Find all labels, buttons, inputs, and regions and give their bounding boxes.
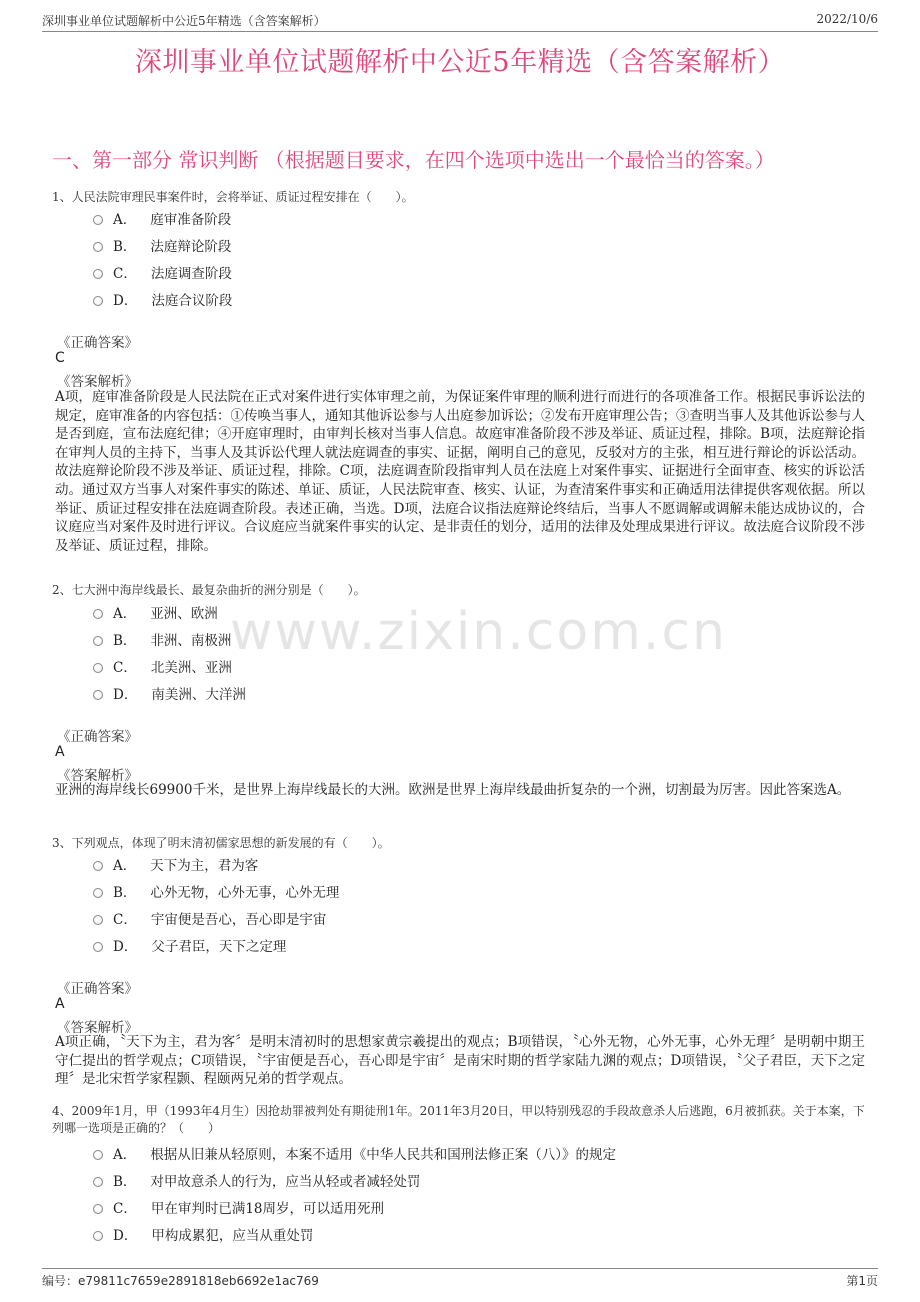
question-2-option-c[interactable] xyxy=(93,656,232,676)
question-2-option-d[interactable] xyxy=(93,683,246,703)
document-id: 编号：e79811c7659e2891818eb6692e1ac769 xyxy=(42,1274,319,1288)
option-letter: B． xyxy=(113,1174,137,1190)
option-text: 北美洲、亚洲 xyxy=(150,660,232,676)
footer-divider xyxy=(42,1268,878,1269)
option-text: 庭审准备阶段 xyxy=(150,212,232,228)
radio-icon[interactable] xyxy=(93,1177,103,1187)
option-text: 南美洲、大洋洲 xyxy=(151,687,246,703)
question-2-stem: 2、七大洲中海岸线最长、最复杂曲折的洲分别是（ ）。 xyxy=(52,583,366,597)
analysis-label: 《答案解析》 xyxy=(57,374,138,390)
option-letter: B． xyxy=(113,885,137,901)
option-text: 心外无物，心外无事，心外无理 xyxy=(150,885,340,901)
page-number: 第1页 xyxy=(846,1274,878,1288)
question-3-stem: 3、下列观点，体现了明末清初儒家思想的新发展的有（ ）。 xyxy=(52,836,390,850)
question-1-option-b[interactable] xyxy=(93,235,231,255)
option-letter: A． xyxy=(113,606,137,622)
watermark: www.zixin.com.cn xyxy=(230,602,727,662)
question-2-option-b[interactable] xyxy=(93,629,231,649)
question-3-answer: A xyxy=(55,996,65,1012)
radio-icon[interactable] xyxy=(93,1231,103,1241)
analysis-label: 《答案解析》 xyxy=(57,768,138,784)
radio-icon[interactable] xyxy=(93,609,103,619)
option-text: 亚洲、欧洲 xyxy=(150,606,218,622)
question-4-option-b[interactable] xyxy=(93,1170,420,1190)
question-3-analysis: A项正确，〝天下为主，君为客〞是明末清初时的思想家黄宗羲提出的观点；B项错误，〝心外无物，心外无事，心外无理〞是明朝中期王守仁提出的哲学观点；C项错误，〝宇宙便是吾心，吾心即是宇宙〞是南宋时期的哲学家陆九渊的观点；D项错误，〝父子君臣，天下之定理〞是北宋哲学家程颢、程颐两兄弟的哲学观点。 xyxy=(55,1034,865,1088)
option-letter: B． xyxy=(113,239,137,255)
option-letter: A． xyxy=(113,858,137,874)
radio-icon[interactable] xyxy=(93,296,103,306)
header-divider xyxy=(42,31,878,32)
question-2-option-a[interactable] xyxy=(93,602,218,622)
option-letter: A． xyxy=(113,212,137,228)
option-letter: C． xyxy=(113,660,137,676)
option-letter: B． xyxy=(113,633,137,649)
option-text: 法庭辩论阶段 xyxy=(150,239,232,255)
option-text: 根据从旧兼从轻原则，本案不适用《中华人民共和国刑法修正案（八）》的规定 xyxy=(150,1147,616,1163)
option-text: 甲在审判时已满18周岁，可以适用死刑 xyxy=(150,1201,385,1217)
radio-icon[interactable] xyxy=(93,1204,103,1214)
option-letter: D． xyxy=(113,293,138,309)
question-1-answer: C xyxy=(55,350,65,366)
option-letter: D． xyxy=(113,687,138,703)
question-1-option-c[interactable] xyxy=(93,262,232,282)
option-letter: C． xyxy=(113,1201,137,1217)
radio-icon[interactable] xyxy=(93,690,103,700)
question-1-option-a[interactable] xyxy=(93,208,231,228)
page-footer xyxy=(42,1272,878,1289)
question-3-option-a[interactable] xyxy=(93,854,258,874)
radio-icon[interactable] xyxy=(93,242,103,252)
radio-icon[interactable] xyxy=(93,915,103,925)
question-1-option-d[interactable] xyxy=(93,289,232,309)
option-text: 父子君臣，天下之定理 xyxy=(151,939,287,955)
question-3-option-b[interactable] xyxy=(93,881,339,901)
option-letter: C． xyxy=(113,912,137,928)
question-4-option-d[interactable] xyxy=(93,1224,313,1244)
question-1-analysis: A项，庭审准备阶段是人民法院在正式对案件进行实体审理之前，为保证案件审理的顺利进行而进行的各项准备工作。根据民事诉讼法的规定，庭审准备的内容包括：①传唤当事人，通知其他诉讼参与人出庭参加诉讼；②发布开庭审理公告；③查明当事人及其他诉讼参与人是否到庭，宣布法庭纪律；④开庭审理时，由审判长核对当事人信息。故庭审准备阶段不涉及举证、质证过程，排除。B项，法庭辩论指在审判人员的主持下，当事人及其诉讼代理人就法庭调查的事实、证据，阐明自己的意见，反驳对方的主张，相互进行辩论的诉讼活动。故法庭辩论阶段不涉及举证、质证过程，排除。C项，法庭调查阶段指审判人员在法庭上对案件事实、证据进行全面审查、核实的诉讼活动。通过双方当事人对案件事实的陈述、单证、质证，人民法院审查、核实、认证，为查清案件事实和正确适用法律提供客观依据。所以举证、质证过程安排在法庭调查阶段。表述正确，当选。D项，法庭合议指法庭辩论终结后，当事人不愿调解或调解未能达成协议的，合议庭应当对案件及时进行评议。合议庭应当就案件事实的认定、是非责任的划分，适用的法律及处理成果进行评议。故法庭合议阶段不涉及举证、质证过程，排除。 xyxy=(55,389,865,554)
option-text: 对甲故意杀人的行为，应当从轻或者减轻处罚 xyxy=(150,1174,421,1190)
header-title: 深圳事业单位试题解析中公近5年精选（含答案解析） xyxy=(42,14,326,28)
option-letter: A． xyxy=(113,1147,137,1163)
document-title: 深圳事业单位试题解析中公近5年精选（含答案解析） xyxy=(134,47,786,78)
option-letter: D． xyxy=(113,1228,138,1244)
radio-icon[interactable] xyxy=(93,663,103,673)
option-text: 宇宙便是吾心，吾心即是宇宙 xyxy=(150,912,327,928)
option-letter: C． xyxy=(113,266,137,282)
section-heading: 一、第一部分 常识判断 （根据题目要求，在四个选项中选出一个最恰当的答案。） xyxy=(52,148,775,172)
question-4-option-c[interactable] xyxy=(93,1197,384,1217)
correct-answer-label: 《正确答案》 xyxy=(57,335,138,351)
radio-icon[interactable] xyxy=(93,861,103,871)
option-text: 甲构成累犯，应当从重处罚 xyxy=(151,1228,314,1244)
question-3-option-c[interactable] xyxy=(93,908,326,928)
radio-icon[interactable] xyxy=(93,1150,103,1160)
radio-icon[interactable] xyxy=(93,269,103,279)
correct-answer-label: 《正确答案》 xyxy=(57,981,138,997)
analysis-label: 《答案解析》 xyxy=(57,1020,138,1036)
question-3-option-d[interactable] xyxy=(93,935,286,955)
radio-icon[interactable] xyxy=(93,942,103,952)
radio-icon[interactable] xyxy=(93,888,103,898)
correct-answer-label: 《正确答案》 xyxy=(57,729,138,745)
question-4-option-a[interactable] xyxy=(93,1143,616,1163)
option-text: 法庭合议阶段 xyxy=(151,293,233,309)
radio-icon[interactable] xyxy=(93,215,103,225)
option-text: 法庭调查阶段 xyxy=(150,266,232,282)
option-text: 天下为主，君为客 xyxy=(150,858,259,874)
question-2-answer: A xyxy=(55,744,65,760)
question-2-analysis: 亚洲的海岸线长69900千米，是世界上海岸线最长的大洲。欧洲是世界上海岸线最曲折复杂的一个洲，切割最为厉害。因此答案选A。 xyxy=(55,782,851,798)
radio-icon[interactable] xyxy=(93,636,103,646)
option-text: 非洲、南极洲 xyxy=(150,633,232,649)
header-date: 2022/10/6 xyxy=(816,12,878,26)
option-letter: D． xyxy=(113,939,138,955)
question-1-stem: 1、人民法院审理民事案件时，会将举证、质证过程安排在（ ）。 xyxy=(52,190,414,204)
page-header xyxy=(42,12,878,30)
question-4-stem: 4、2009年1月，甲（1993年4月生）因抢劫罪被判处有期徒刑1年。2011年3月20日，甲以特别残忍的手段故意杀人后逃跑，6月被抓获。关于本案，下列哪一选项是正确的？（ ） xyxy=(52,1104,865,1135)
